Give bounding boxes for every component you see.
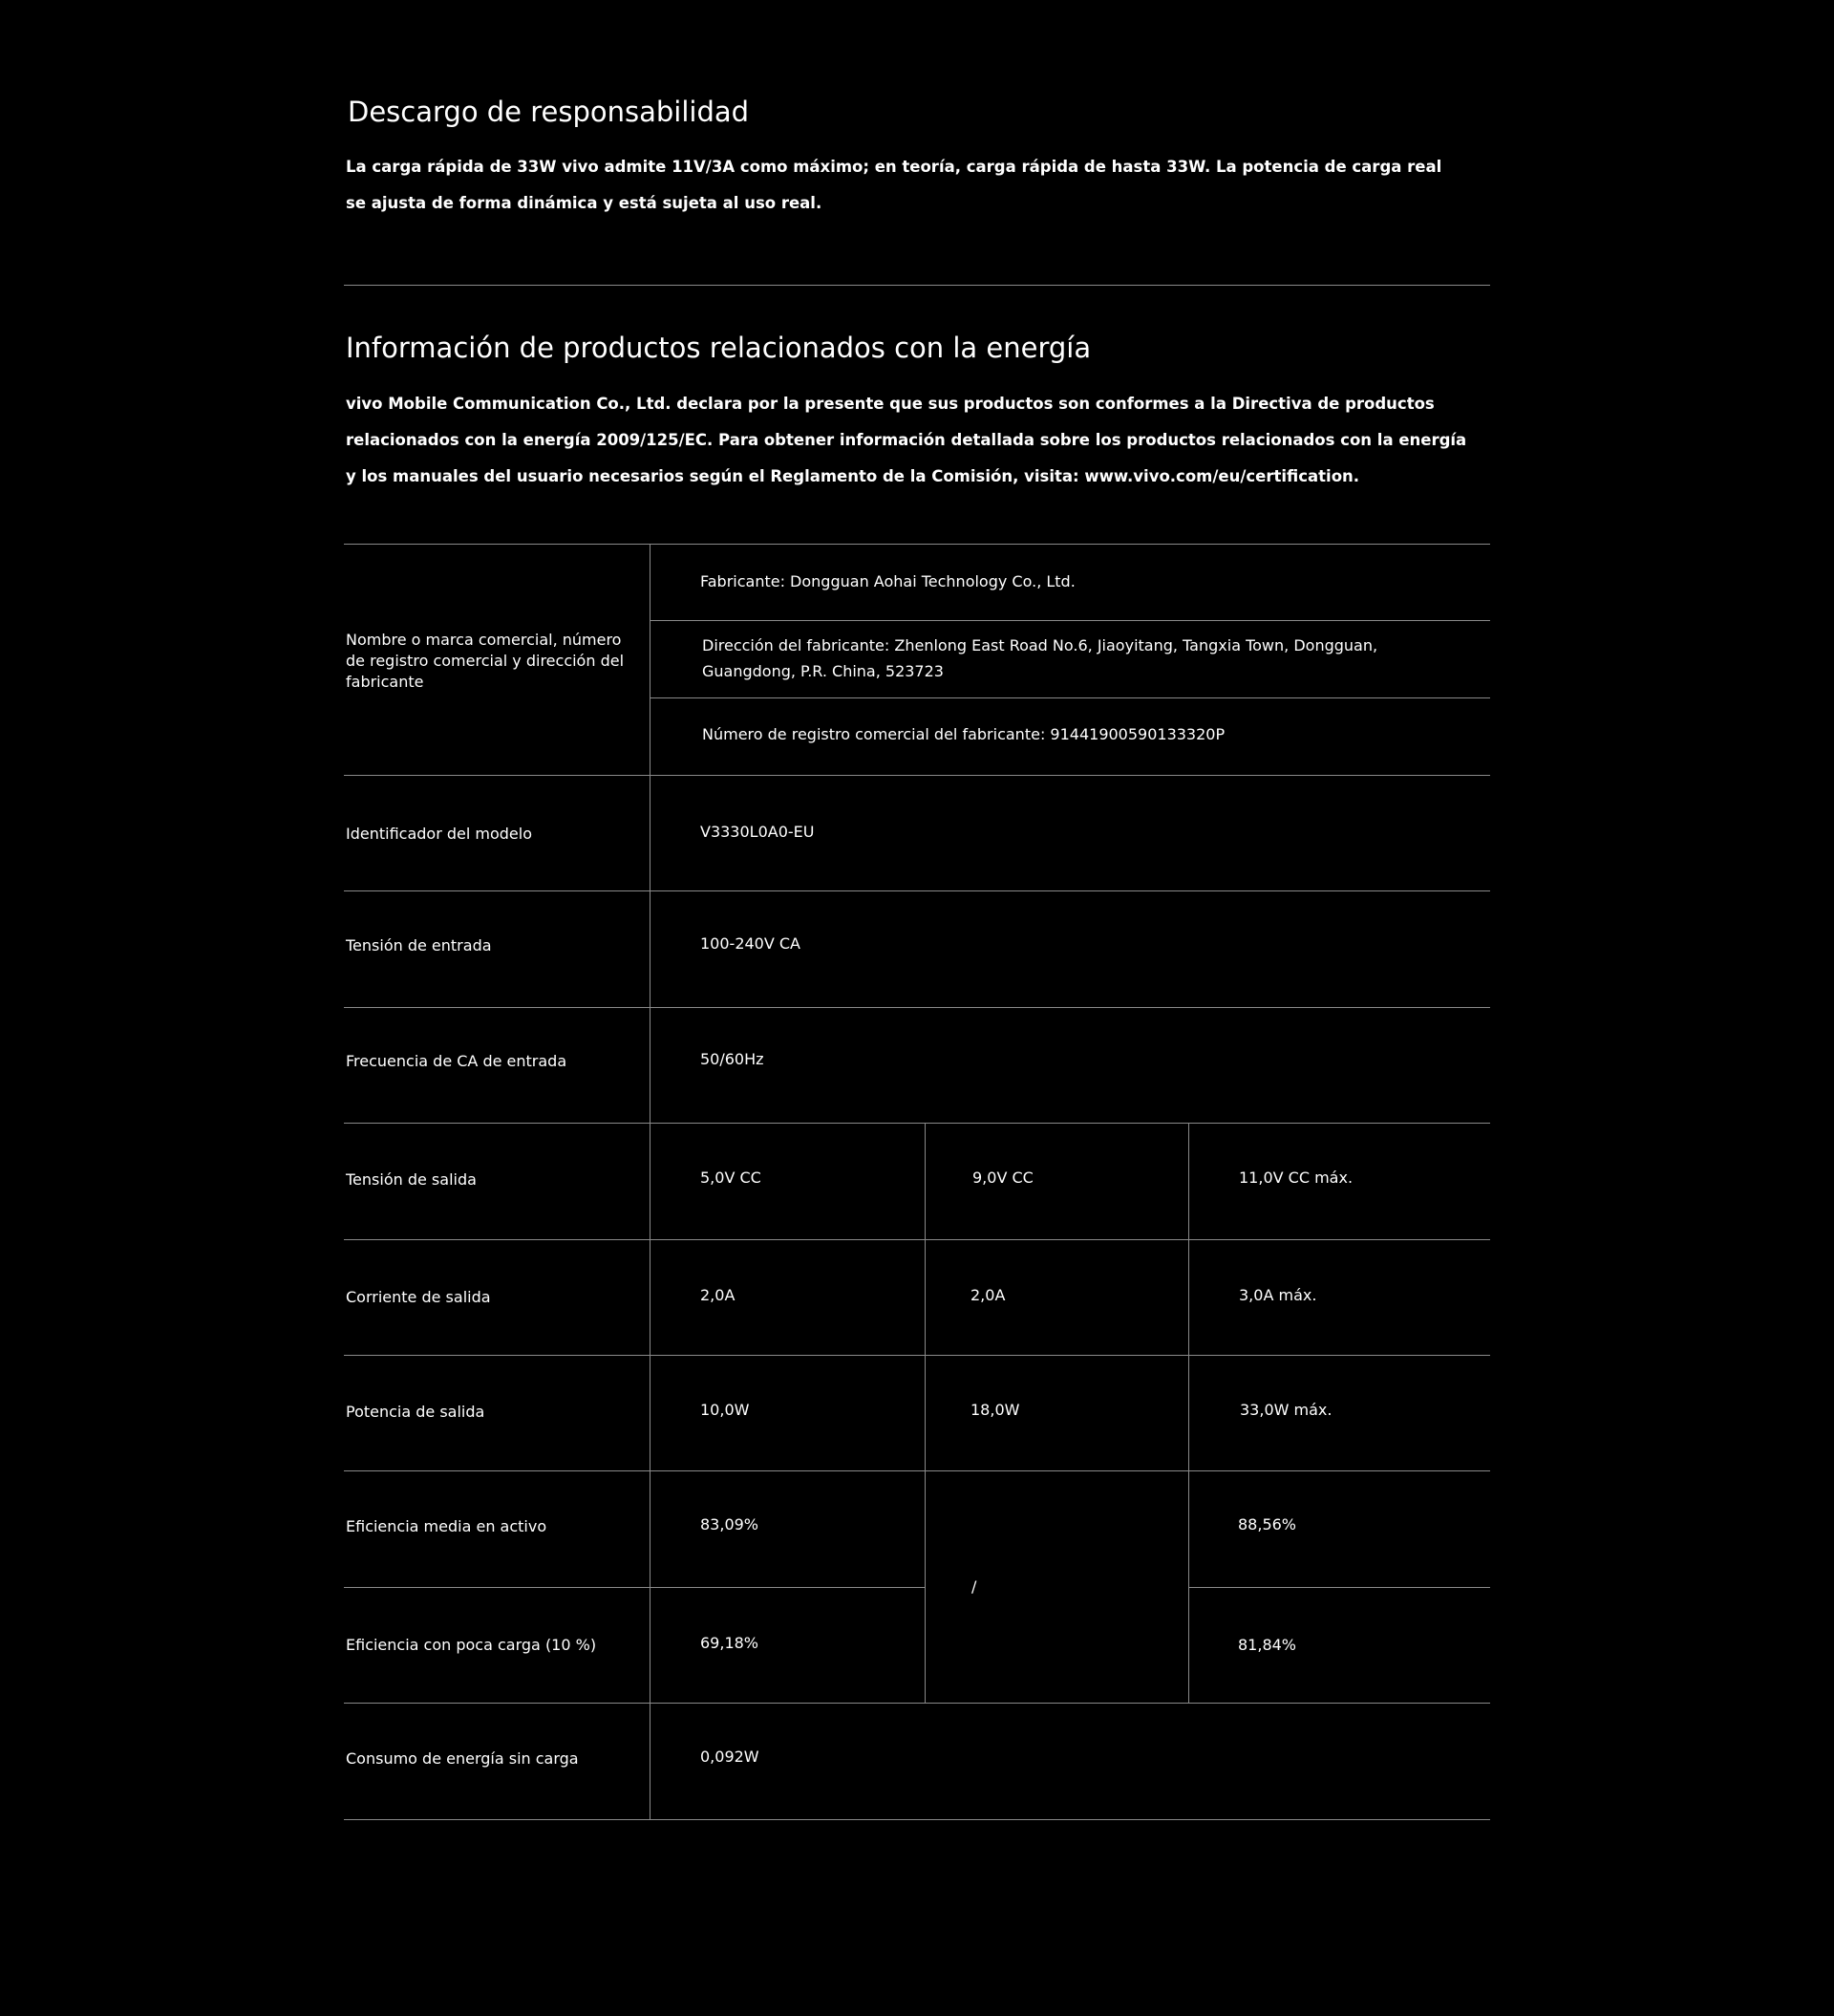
output-current-3: 3,0A máx.	[1239, 1286, 1317, 1304]
output-voltage-11v: 11,0V CC máx.	[1239, 1169, 1354, 1187]
manufacturer-address: Dirección del fabricante: Zhenlong East Road No.6, Jiaoyitang, Tangxia Town, Dongguan, Guangdong, P.R. China, 523723	[702, 636, 1378, 680]
table-border	[344, 1819, 1490, 1820]
model-value: V3330L0A0-EU	[700, 823, 815, 841]
low-load-efficiency-label: Eficiencia con poca carga (10 %)	[346, 1636, 597, 1654]
avg-efficiency-3: 88,56%	[1238, 1515, 1297, 1533]
output-current-2: 2,0A	[970, 1286, 1006, 1304]
no-load-value: 0,092W	[700, 1748, 759, 1766]
table-border	[344, 1123, 1490, 1124]
model-label: Identificador del modelo	[346, 825, 533, 843]
disclaimer-title: Descargo de responsabilidad	[348, 96, 750, 128]
energy-text: vivo Mobile Communication Co., Ltd. declara por la presente que sus productos son conformes a la Directiva de productos relacionados con la energía 2009/125/EC. Para obtener información detallada sobre los productos relacionados con la energía y los manuales del usuario necesarios según el Reglamento de la Comisión, visita: www.vivo.com/eu/certification.	[346, 395, 1467, 485]
low-load-efficiency-3: 81,84%	[1238, 1636, 1297, 1654]
table-border	[1188, 1587, 1490, 1588]
input-frequency-value: 50/60Hz	[700, 1050, 764, 1068]
output-current-1: 2,0A	[700, 1286, 736, 1304]
input-frequency-label: Frecuencia de CA de entrada	[346, 1052, 567, 1070]
output-power-label: Potencia de salida	[346, 1403, 485, 1421]
table-border	[650, 697, 1490, 698]
efficiency-not-applicable: /	[971, 1577, 977, 1596]
input-voltage-value: 100-240V CA	[700, 934, 800, 953]
avg-efficiency-1: 83,09%	[700, 1515, 759, 1533]
manufacturer-label: Nombre o marca comercial, número de registro comercial y dirección del fabricante	[346, 631, 625, 691]
table-border	[650, 620, 1490, 621]
table-border	[344, 775, 1490, 776]
table-border	[344, 1470, 1490, 1471]
output-voltage-5v: 5,0V CC	[700, 1169, 761, 1187]
avg-efficiency-label: Eficiencia media en activo	[346, 1517, 547, 1535]
output-power-1: 10,0W	[700, 1401, 750, 1419]
output-voltage-label: Tensión de salida	[346, 1170, 477, 1189]
table-border	[344, 1007, 1490, 1008]
output-voltage-9v: 9,0V CC	[972, 1169, 1034, 1187]
manufacturer-registration: Número de registro comercial del fabricante: 91441900590133320P	[702, 725, 1226, 743]
no-load-label: Consumo de energía sin carga	[346, 1749, 579, 1768]
table-border	[344, 1239, 1490, 1240]
table-border	[344, 890, 1490, 891]
disclaimer-text: La carga rápida de 33W vivo admite 11V/3A como máximo; en teoría, carga rápida de hasta 33W. La potencia de carga real se ajusta de forma dinámica y está sujeta al uso real.	[346, 158, 1442, 212]
table-border	[925, 1123, 926, 1703]
table-border	[344, 544, 1490, 545]
table-border	[344, 1587, 925, 1588]
section-divider	[344, 285, 1490, 286]
table-border	[1188, 1123, 1189, 1703]
output-power-3: 33,0W máx.	[1240, 1401, 1333, 1419]
output-power-2: 18,0W	[970, 1401, 1020, 1419]
energy-title: Información de productos relacionados con la energía	[346, 332, 1092, 364]
table-border	[344, 1703, 1490, 1704]
manufacturer-name: Fabricante: Dongguan Aohai Technology Co., Ltd.	[700, 572, 1076, 590]
low-load-efficiency-1: 69,18%	[700, 1634, 759, 1652]
input-voltage-label: Tensión de entrada	[346, 936, 492, 954]
output-current-label: Corriente de salida	[346, 1288, 491, 1306]
table-border	[344, 1355, 1490, 1356]
